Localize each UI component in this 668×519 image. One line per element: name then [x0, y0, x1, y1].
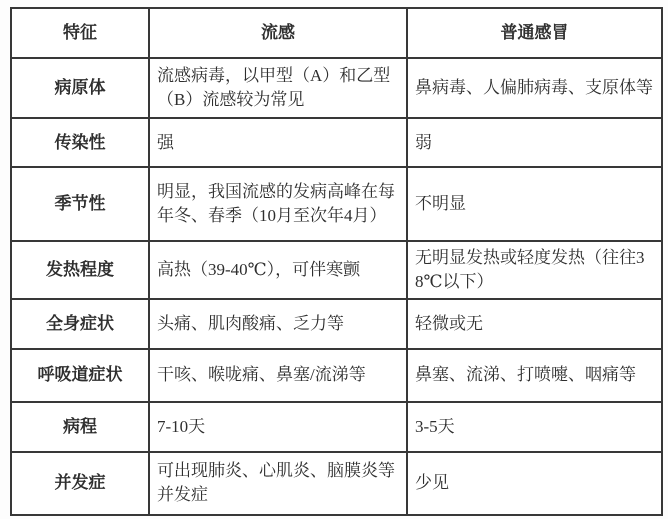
cell-respiratory-cold: 鼻塞、流涕、打喷嚏、咽痛等	[407, 349, 662, 402]
table-row-seasonality	[11, 167, 662, 241]
row-label-systemic-symptoms: 全身症状	[11, 299, 149, 349]
cell-seasonality-flu: 明显，我国流感的发病高峰在每年冬、春季（10月至次年4月）	[149, 167, 407, 241]
column-header-flu: 流感	[149, 8, 407, 58]
table-row-complications	[11, 452, 662, 515]
table-row-disease-course	[11, 402, 662, 452]
table-row-fever-degree	[11, 241, 662, 299]
row-label-seasonality: 季节性	[11, 167, 149, 241]
column-header-common-cold: 普通感冒	[407, 8, 662, 58]
cell-fever-flu: 高热（39-40℃），可伴寒颤	[149, 241, 407, 299]
table-row-systemic-symptoms	[11, 299, 662, 349]
cell-course-cold: 3-5天	[407, 402, 662, 452]
row-label-fever-degree: 发热程度	[11, 241, 149, 299]
row-label-pathogen: 病原体	[11, 58, 149, 118]
cell-fever-cold: 无明显发热或轻度发热（往往38℃以下）	[407, 241, 662, 299]
column-header-feature: 特征	[11, 8, 149, 58]
cell-contagiousness-flu: 强	[149, 118, 407, 167]
cell-seasonality-cold: 不明显	[407, 167, 662, 241]
row-label-disease-course: 病程	[11, 402, 149, 452]
cell-complications-cold: 少见	[407, 452, 662, 515]
table-row-respiratory-symptoms	[11, 349, 662, 402]
flu-vs-cold-comparison-table	[10, 7, 663, 516]
cell-respiratory-flu: 干咳、喉咙痛、鼻塞/流涕等	[149, 349, 407, 402]
cell-contagiousness-cold: 弱	[407, 118, 662, 167]
cell-systemic-flu: 头痛、肌肉酸痛、乏力等	[149, 299, 407, 349]
cell-course-flu: 7-10天	[149, 402, 407, 452]
cell-pathogen-cold: 鼻病毒、人偏肺病毒、支原体等	[407, 58, 662, 118]
table-row-pathogen	[11, 58, 662, 118]
cell-complications-flu: 可出现肺炎、心肌炎、脑膜炎等并发症	[149, 452, 407, 515]
row-label-complications: 并发症	[11, 452, 149, 515]
cell-systemic-cold: 轻微或无	[407, 299, 662, 349]
table-row-contagiousness	[11, 118, 662, 167]
cell-pathogen-flu: 流感病毒，以甲型（A）和乙型（B）流感较为常见	[149, 58, 407, 118]
row-label-respiratory-symptoms: 呼吸道症状	[11, 349, 149, 402]
table-header-row	[11, 8, 662, 58]
row-label-contagiousness: 传染性	[11, 118, 149, 167]
